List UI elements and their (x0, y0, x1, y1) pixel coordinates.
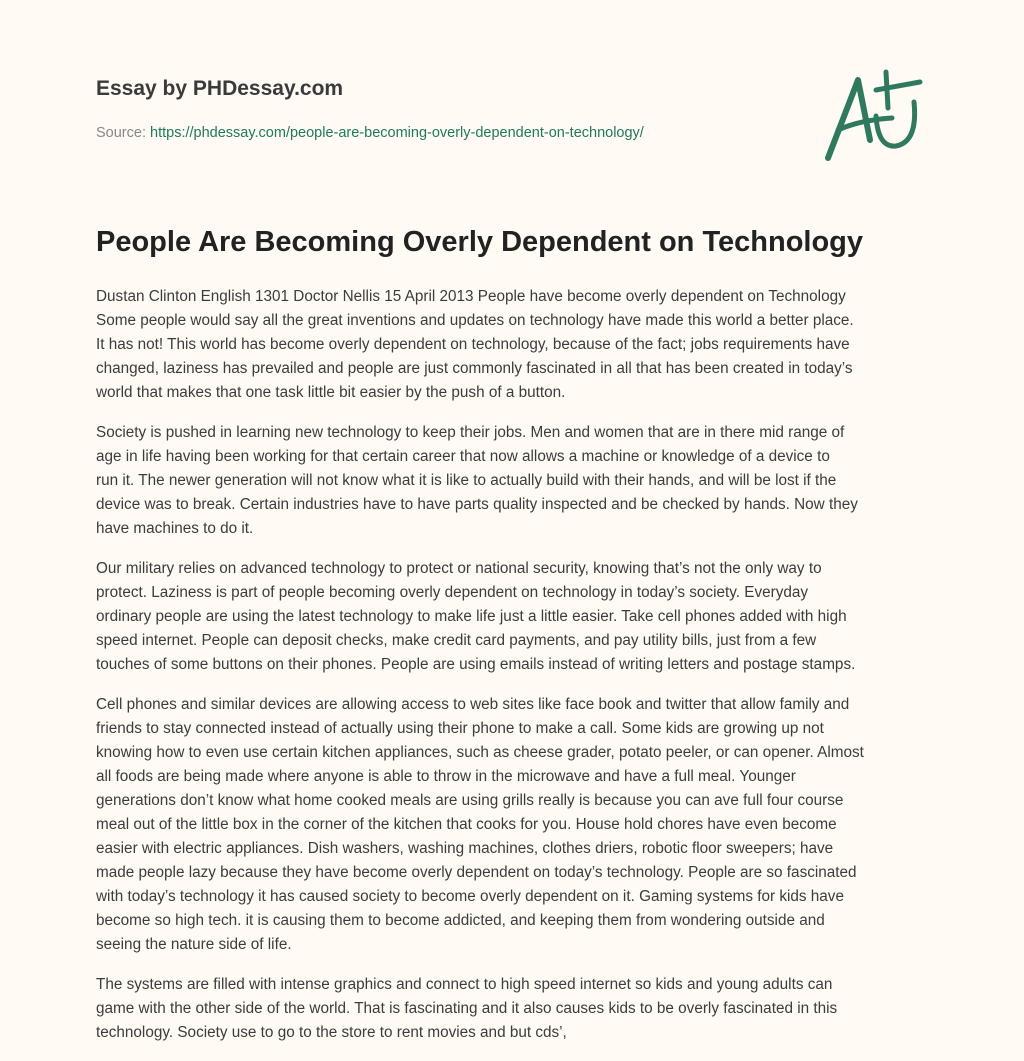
source-label: Source: (96, 125, 146, 141)
paragraph-line: Some people would say all the great inventions and updates on technology have made this world a better place. (96, 312, 854, 329)
paragraph-line: Cell phones and similar devices are allowing access to web sites like face book and twitter that allow family and (96, 696, 850, 713)
paragraph-line: knowing how to even use certain kitchen appliances, such as cheese grader, potato peeler, or can opener. Almost (96, 744, 864, 761)
paragraph-line: Dustan Clinton English 1301 Doctor Nellis 15 April 2013 People have become overly dependent on Technology (96, 288, 846, 305)
paragraph-line: Society is pushed in learning new technology to keep their jobs. Men and women that are in there mid range of (96, 424, 845, 441)
paragraph-line: friends to stay connected instead of actually using their phone to make a call. Some kids are growing up not (96, 720, 824, 737)
paragraph-line: meal out of the little box in the corner of the kitchen that cooks for you. House hold chores have even become (96, 816, 837, 833)
essay-paragraph (96, 693, 956, 957)
paragraph-line: with today’s technology it has caused society to become overly dependent on it. Gaming systems for kids have (96, 888, 844, 905)
source-line (96, 125, 644, 141)
paragraph-line: device was to break. Certain industries have to have parts quality inspected and be checked by hands. Now they (96, 496, 858, 513)
paragraph-line: become so high tech. it is causing them to become addicted, and keeping them from wondering outside and (96, 912, 825, 929)
paragraph-line: all foods are being made where anyone is able to throw in the microwave and have a full meal. Younger (96, 768, 796, 785)
essay-paragraph (96, 421, 956, 541)
paragraph-line: game with the other side of the world. That is fascinating and it also causes kids to be overly fascinated in this (96, 1000, 838, 1017)
paragraph-line: The systems are filled with intense graphics and connect to high speed internet so kids and young adults can (96, 976, 833, 993)
paragraph-line: generations don’t know what home cooked meals are using grills really is because you can ave full four course (96, 792, 844, 809)
paragraph-line: It has not! This world has become overly dependent on technology, because of the fact; jobs requirements have (96, 336, 850, 353)
paragraph-line: run it. The newer generation will not know what it is like to actually build with their hands, and will be lost if the (96, 472, 837, 489)
paragraph-line: have machines to do it. (96, 520, 254, 537)
essay-paragraph (96, 973, 956, 1045)
paragraph-line: speed internet. People can deposit checks, make credit card payments, and pay utility bills, just from a few (96, 632, 817, 649)
source-link[interactable]: https://phdessay.com/people-are-becoming-overly-dependent-on-technology/ (150, 125, 644, 141)
paragraph-line: world that makes that one task little bit easier by the push of a button. (96, 384, 566, 401)
paragraph-line: made people lazy because they have become overly dependent on today’s technology. People are so fascinated (96, 864, 857, 881)
paragraph-line: Our military relies on advanced technology to protect or national security, knowing that’s not the only way to (96, 560, 822, 577)
essay-paragraph (96, 285, 956, 405)
essay-body (96, 285, 956, 1061)
paragraph-line: changed, laziness has prevailed and people are just commonly fascinated in all that has been created in today’s (96, 360, 853, 377)
paragraph-line: technology. Society use to go to the store to rent movies and but cds’, (96, 1024, 567, 1041)
paragraph-line: touches of some buttons on their phones. People are using emails instead of writing letters and postage stamps. (96, 656, 856, 673)
paragraph-line: age in life having been working for that certain career that now allows a machine or knowledge of a device to (96, 448, 830, 465)
essay-paragraph (96, 557, 956, 677)
essay-title: People Are Becoming Overly Dependent on Technology (96, 226, 864, 258)
paragraph-line: protect. Laziness is part of people becoming overly dependent on technology in today’s society. Everyday (96, 584, 809, 601)
a-plus-logo (820, 68, 930, 168)
paragraph-line: ordinary people are using the latest technology to make life just a little easier. Take cell phones added with high (96, 608, 847, 625)
paragraph-line: seeing the nature side of life. (96, 936, 292, 953)
paragraph-line: easier with electric appliances. Dish washers, washing machines, clothes driers, robotic floor sweepers; have (96, 840, 834, 857)
site-label: Essay by PHDessay.com (96, 77, 344, 100)
